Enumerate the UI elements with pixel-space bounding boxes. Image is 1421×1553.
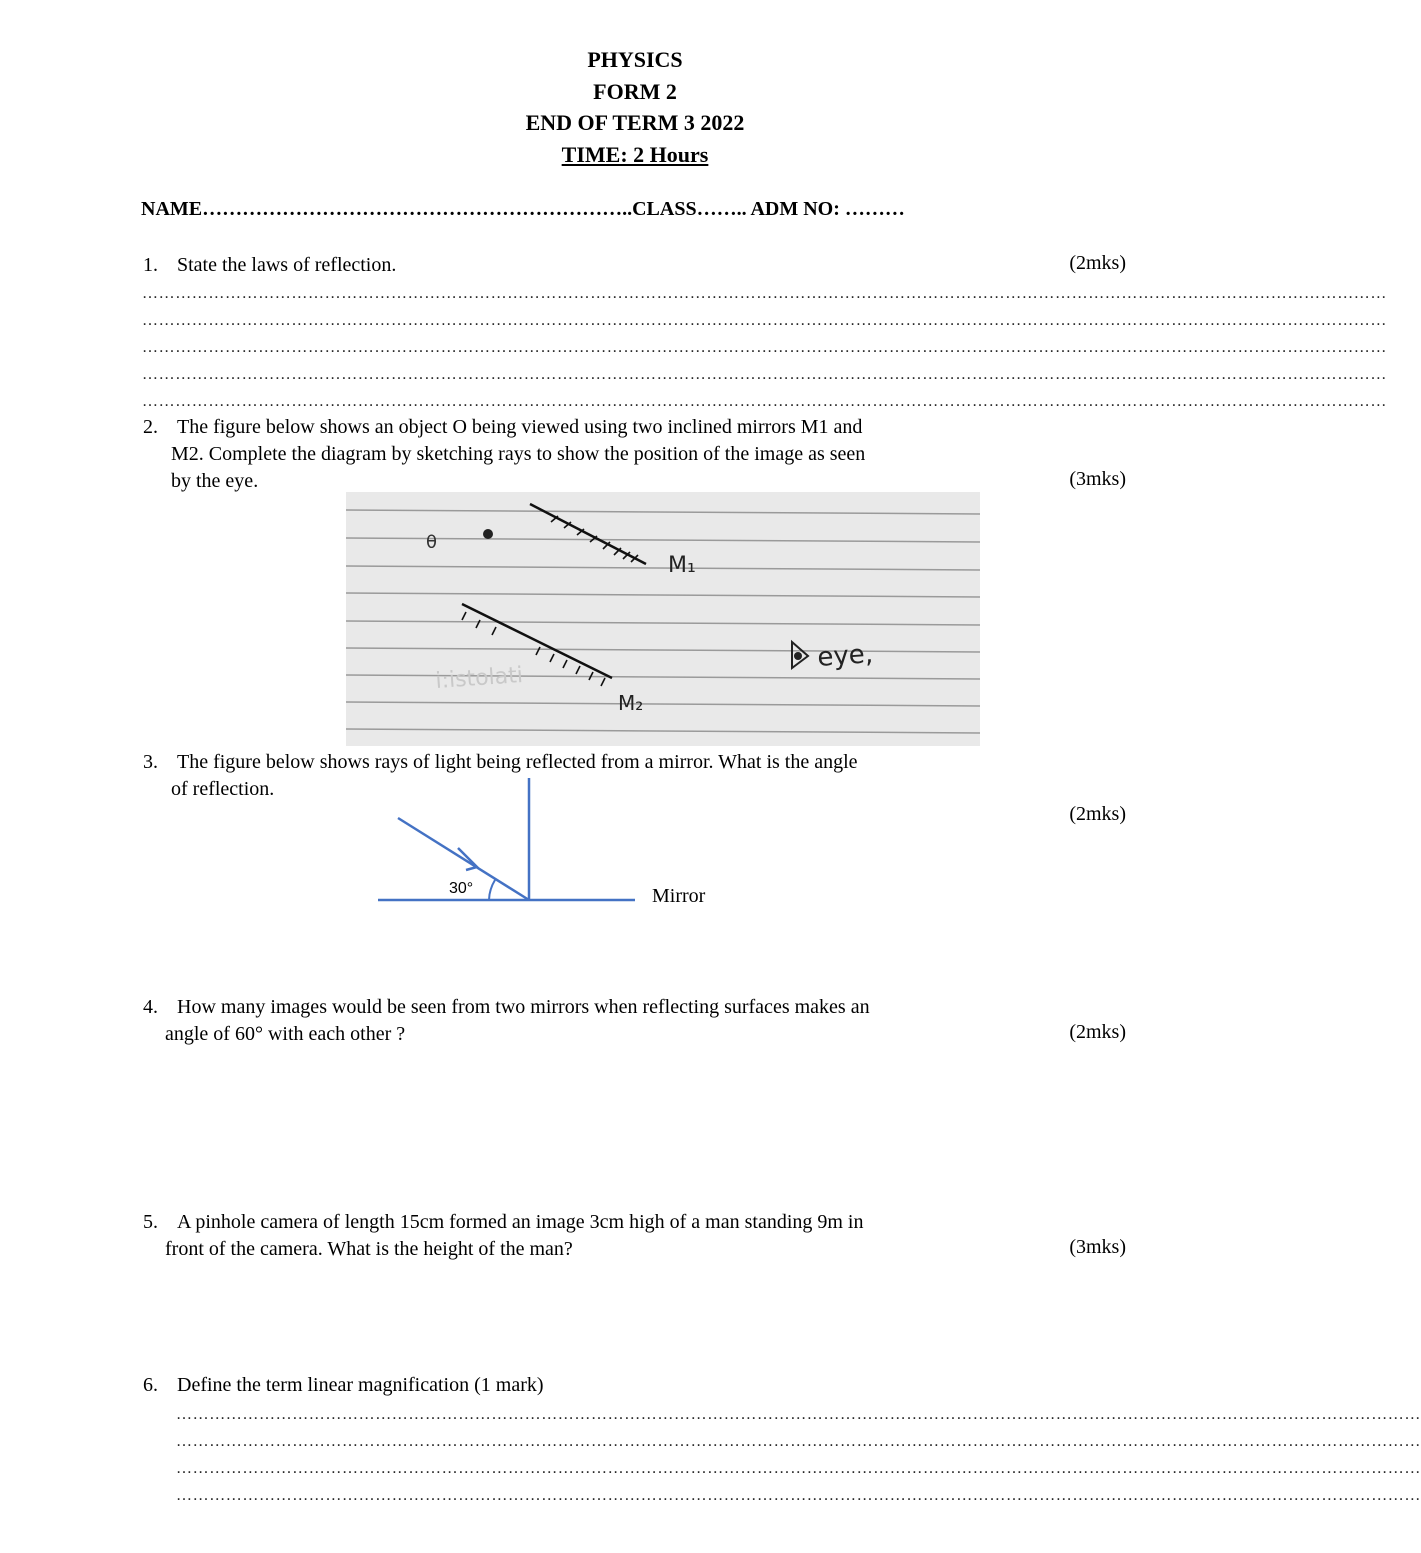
question-number: 1.: [143, 254, 158, 276]
question-number: 3.: [143, 751, 158, 773]
answer-line[interactable]: ………………………………………………………………………………………………………………………………………………………………………………………………………: [142, 339, 1387, 356]
question-2: [143, 414, 865, 495]
notebook-lines: [346, 510, 980, 733]
reflection-lines: [378, 778, 635, 900]
exam-term: END OF TERM 3 2022: [525, 110, 745, 135]
question-3-marks: (2mks): [1069, 803, 1126, 825]
question-6: [143, 1372, 544, 1399]
answer-line[interactable]: ………………………………………………………………………………………………………………………………………………………………………………………………………: [142, 285, 1387, 302]
mirror-m2-label: M₂: [618, 691, 644, 715]
question-text: State the laws of reflection.: [177, 254, 397, 276]
question-4-marks: (2mks): [1069, 1021, 1126, 1043]
question-text-line3: by the eye.: [171, 470, 259, 492]
question-5: [143, 1209, 863, 1263]
answer-line[interactable]: ………………………………………………………………………………………………………………………………………………………………………………………………………: [142, 366, 1387, 383]
question-5-marks: (3mks): [1069, 1236, 1126, 1258]
mirrors-diagram-photo: [346, 492, 980, 746]
exam-subject: PHYSICS: [587, 47, 683, 72]
question-2-marks: (3mks): [1069, 468, 1126, 490]
angle-label: 30°: [449, 880, 474, 897]
eye-label: eye,: [816, 639, 875, 673]
question-text-line2: M2. Complete the diagram by sketching rays to show the position of the image as seen: [171, 443, 866, 465]
answer-line[interactable]: ………………………………………………………………………………………………………………………………………………………………………………………………………: [142, 393, 1387, 410]
mirror-label: Mirror: [652, 885, 706, 907]
question-1: [143, 252, 396, 279]
question-text-line2: angle of 60° with each other ?: [165, 1023, 406, 1045]
question-number: 5.: [143, 1211, 158, 1233]
exam-time: [0, 139, 1270, 170]
answer-line[interactable]: ………………………………………………………………………………………………………………………………………………………………………………………………………: [176, 1460, 1421, 1477]
faint-background-text: i:istolati: [434, 662, 524, 694]
question-text-line2: front of the camera. What is the height of the man?: [165, 1238, 573, 1260]
answer-line[interactable]: ………………………………………………………………………………………………………………………………………………………………………………………………………: [176, 1487, 1421, 1504]
angle-arc: [489, 880, 495, 900]
question-text: Define the term linear magnification (1 mark): [177, 1374, 544, 1396]
mirror-m1-label: M₁: [668, 553, 696, 578]
question-1-marks: (2mks): [1069, 252, 1126, 274]
eye-icon: [792, 642, 808, 668]
exam-time-text: TIME: 2 Hours: [561, 142, 709, 167]
question-text-line2: of reflection.: [171, 778, 275, 800]
reflection-diagram: [370, 772, 650, 912]
question-text: The figure below shows rays of light being reflected from a mirror. What is the angle: [177, 751, 858, 773]
exam-form: FORM 2: [593, 79, 677, 104]
question-4: [143, 994, 870, 1048]
object-dot: [483, 529, 493, 539]
question-number: 2.: [143, 416, 158, 438]
answer-line[interactable]: ………………………………………………………………………………………………………………………………………………………………………………………………………: [176, 1433, 1421, 1450]
student-details-line[interactable]: NAME………………………………………………………..CLASS…….. ADM NO: ………: [141, 198, 905, 220]
question-number: 6.: [143, 1374, 158, 1396]
question-text: A pinhole camera of length 15cm formed an image 3cm high of a man standing 9m in: [177, 1211, 864, 1233]
ray-arrowhead-icon: [458, 848, 477, 870]
object-label: θ: [426, 532, 438, 553]
question-text: How many images would be seen from two mirrors when reflecting surfaces makes an: [177, 996, 870, 1018]
question-text: The figure below shows an object O being viewed using two inclined mirrors M1 and: [177, 416, 863, 438]
answer-line[interactable]: ………………………………………………………………………………………………………………………………………………………………………………………………………: [142, 312, 1387, 329]
answer-line[interactable]: ………………………………………………………………………………………………………………………………………………………………………………………………………: [176, 1406, 1421, 1423]
mirrors-diagram-svg: [346, 492, 980, 746]
question-number: 4.: [143, 996, 158, 1018]
mirror-m1: [530, 504, 646, 564]
